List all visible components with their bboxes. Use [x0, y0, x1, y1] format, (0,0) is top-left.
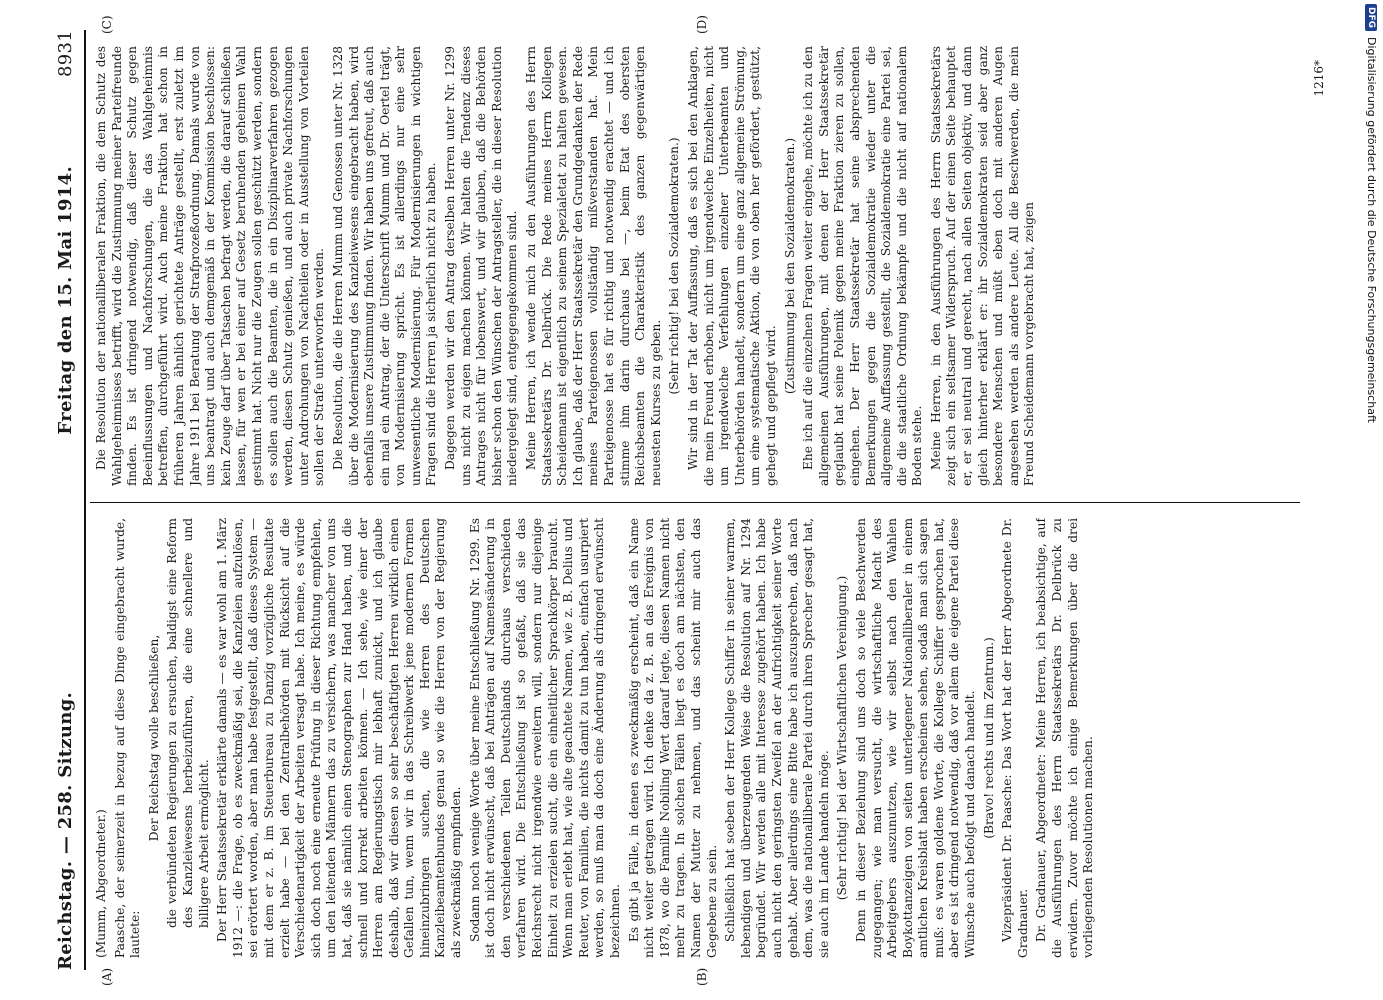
dfg-logo-icon: DFG [1366, 4, 1378, 31]
interjection: (Sehr richtig! bei den Sozialdemokraten.) [667, 137, 682, 395]
header-page-number: 8931 [54, 29, 76, 77]
paragraph: Schließlich hat soeben der Herr Kollege Schiffer in seiner warmen, lebendigen und überzeugenden Weise die Resolution auf Nr. 1294 begründet. Wir werden alle mit Interesse zugehört haben. Ich habe auch nicht den geringsten Zweifel an der Aufrichtigkeit seiner Worte gehabt. Aber allerdings eine Bitte habe ich auszusprechen, daß nach dem, was die nationalliberale Partei durch ihren Sprecher gesagt hat, sie auch im Lande handeln möge. [723, 518, 831, 958]
paragraph: Ehe ich auf die einzelnen Fragen weiter eingehe, möchte ich zu den allgemeinen Ausführungen, mit denen der Herr Staatssekretär geglaubt hat seine Polemik gegen meine Fraktion zieren zu sollen, eingehen. Der Herr Staatssekretär hat seine absprechenden Bemerkungen gegen die Sozialdemokratie wieder unter die allgemeine Auffassung gestellt, die Sozialdemokratie eine Partei sei, die die staatliche Ordnung bekämpfe und die nicht auf nationalem Boden stehe. [801, 46, 925, 486]
credit-text: Digitalisierung gefördert durch die Deutsche Forschungsgemeinschaft [1365, 37, 1378, 423]
paragraph: Meine Herren, ich wende mich zu den Ausführungen des Herrn Staatssekretärs Dr. Delbrück. Die Rede meines Herrn Kollegen Scheidemann ist eigentlich zu seinem Spezialetat zu halten gewesen. Ich glaube, daß der Herr Staatssekretär den Grundgedanken der Rede meines Parteigenossen vollständig mißverstanden hat. Mein Parteigenosse hat es für richtig und notwendig erachtet — und ich stimme ihm darin durchaus bei —, beim Etat des obersten Reichsbeamten die Charakteristik des ganzen gegenwärtigen neuesten Kurses zu geben. [524, 46, 663, 486]
interjection: (Bravo! rechts und im Zentrum.) [981, 637, 996, 839]
interjection: (Sehr richtig! bei der Wirtschaftlichen Vereinigung.) [835, 575, 850, 901]
margin-marker-c: (C) [100, 15, 114, 34]
page-header [48, 30, 82, 970]
column-divider [90, 502, 1300, 503]
paragraph: Der Herr Staatssekretär erklärte damals — es war wohl am 1. März 1912 —: die Frage, ob es zweckmäßig sei, die Kanzleien aufzulösen, sei erörtert worden, aber man habe festgestellt, daß dieses System — mit dem er z. B. im Steuerbureau zu Danzig vorzügliche Resultate erzielt habe — bei den Zentralbehörden mit Rücksicht auf die Verschiedenartigkeit der Arbeiten versagt habe. Ich meine, es würde sich doch noch eine erneute Prüfung in dieser Richtung empfehlen, um den leitenden Männern das zu versichern, was mancher von uns hat, daß sie nämlich einen Stenographen zur Hand haben, und die schnell und korrekt arbeiten können. — Ich sehe, wie einer der Herren am Regierungstisch mir lebhaft zunickt, und ich glaube deshalb, daß wir diesen so sehr beschäftigten Herren wirklich einen Gefallen tun, wenn wir in das Schreibwerk jene modernen Formen hineinzubringen suchen, die wie Herren des Deutschen Kanzleibeamtenbundes genau so wie die Herren von der Regierung als zweckmäßig empfinden. [215, 518, 464, 958]
paragraph: Dr. Gradnauer, Abgeordneter: Meine Herren, ich beabsichtige, auf die Ausführungen des Herrn Staatssekretärs Dr. Delbrück zu erwidern. Zuvor möchte ich einige Bemerkungen über die drei vorliegenden Resolutionen machen. [1034, 518, 1096, 958]
paragraph: Sodann noch wenige Worte über meine Entschließung Nr. 1299. Es ist doch nicht erwünscht, daß bei Anträgen auf Namensänderung in den verschiedenen Teilen Deutschlands durchaus verschieden verfahren wird. Die Entschließung ist so gefaßt, daß sie das Reichsrecht nicht irgendwie erweitern will, sondern nur diejenige Einheit zu erzielen sucht, die ein einheitlicher Sprachkörper braucht. Wenn man erlebt hat, wie alte geachtete Namen, wie z. B. Delius und Reuter, von Familien, die nichts damit zu tun haben, einfach usurpiert werden, so muß man da doch eine Änderung als dringend erwünscht bezeichnen. [467, 518, 622, 958]
paragraph: Dagegen werden wir den Antrag derselben Herren unter Nr. 1299 uns nicht zu eigen machen können. Wir halten die Tendenz dieses Antrages nicht für lobenswert, und wir glauben, daß die Behörden bisher schon den Wünschen der Antragsteller, die in dieser Resolution niedergelegt sind, entgegengekommen sind. [443, 46, 520, 486]
header-publication-session: Reichstag. — 258. Sitzung. [54, 691, 76, 970]
header-rule [84, 30, 86, 970]
paragraph: Denn in dieser Beziehung sind uns doch so viele Beschwerden zugegangen; wie man versucht, die wirtschaftliche Macht des Arbeitgebers auszunutzen, wie wir selbst nach den Wahlen Boykottanzeigen von seiten unterlegener Nationalliberaler in einem amtlichen Kreisblatt haben erscheinen sehen, sodaß man sich sagen muß: es waren goldene Worte, die Kollege Schiffer gesprochen hat, aber es ist dringend notwendig, daß vor allem die eigene Partei diese Wünsche auch befolgt und danach handelt. [853, 518, 978, 958]
paragraph: Wir sind in der Tat der Auffassung, daß es sich bei den Anklagen, die mein Freund erhoben, nicht um irgendwelche Einzelheiten, nicht um irgendwelche Verfehlungen einzelner Unterbeamten und Unterbehörden handelt, sondern um eine ganz allgemeine Strömung, um eine systematische Aktion, die von oben her gefördert, gestützt, gehegt und gepflegt wird. [685, 46, 778, 486]
header-date: Freitag den 15. Mai 1914. [54, 165, 76, 435]
speaker-note: (Mumm, Abgeordneter.) [94, 809, 108, 958]
paragraph: Meine Herren, in den Ausführungen des Herrn Staatssekretärs zeigt sich ein seltsamer Widerspruch. Auf der einen Seite behauptet er, er sei neutral und gerecht, nach allen Seiten objektiv, und dann gleich hinterher erklärt er: ihr Sozialdemokraten seid aber ganz besondere Menschen und müßt eben doch mit anderen Augen angesehen werden als andere Leute. All die Beschwerden, die mein Freund Scheidemann vorgebracht hat, zeigen [928, 46, 1037, 486]
resolution-heading: Der Reichstag wolle beschließen, [146, 634, 161, 842]
resolution-quote: die verbündeten Regierungen zu ersuchen, baldigst eine Reform des Kanzleiwesens herbeizuführen, die eine schnellere und billigere Arbeit ermöglicht. [165, 518, 211, 928]
interjection: (Zustimmung bei den Sozialdemokraten.) [782, 137, 797, 395]
paragraph: Die Resolution, die die Herren Mumm und Genossen unter Nr. 1328 über die Modernisierung des Kanzleiwesens eingebracht haben, wird ebenfalls unsere Zustimmung finden. Wir haben uns gefreut, daß auch ein mal ein Antrag, der die Unterschrift Mumm und Dr. Oertel trägt, von Modernisierung spricht. Es ist allerdings nur eine sehr unwesentliche Modernisierung. Für Modernisierungen in wichtigen Fragen sind die Herren ja sicherlich nicht zu haben. [330, 46, 439, 486]
right-text-column [94, 46, 1300, 486]
left-text-column [94, 518, 1300, 958]
margin-marker-b: (B) [695, 967, 709, 986]
newspaper-page [40, 0, 1340, 1000]
margin-marker-a: (A) [100, 967, 114, 986]
digitization-credit [1360, 4, 1382, 1000]
paragraph: Paasche, der seinerzeit in bezug auf diese Dinge eingebracht wurde, lautete: [112, 518, 143, 958]
paragraph: Die Resolution der nationalliberalen Fraktion, die dem Schutz des Wahlgeheimnisses betrifft, wird die Zustimmung meiner Parteifreunde finden. Es ist dringend notwendig, daß dieser Schutz gegen Beeinflussungen und Nachforschungen, die das Wahlgeheimnis betreffen, durchgeführt wird. Auch meine Fraktion hat schon in früheren Jahren ähnlich gerichtete Anträge gestellt, erst zuletzt im Jahre 1911 bei Beratung der Strafprozeßordnung. Damals wurde von uns beantragt und auch demgemäß in der Kommission beschlossen: kein Zeuge darf über Tatsachen befragt werden, die darauf schließen lassen, für wen er bei einer auf Gesetz beruhenden geheimen Wahl gestimmt hat. Nicht nur die Zeugen sollen geschützt werden, sondern es sollen auch die Beamten, die in ein Disziplinarverfahren gezogen werden, diesen Schutz genießen, und auch private Nachforschungen unter Androhungen von Nachteilen oder in Ausstellung von Vorteilen sollen der Strafe unterworfen werden. [94, 46, 327, 486]
margin-marker-d: (D) [695, 15, 709, 34]
paragraph: Es gibt ja Fälle, in denen es zweckmäßig erscheint, daß ein Name nicht weiter getragen wird. Ich denke da z. B. an das Ereignis von 1878, wo die Familie Nobiling Wert darauf legte, diesen Namen nicht mehr zu tragen. In solchen Fällen liegt es doch am nächsten, den Namen der Mutter zu nehmen, und das scheint mir auch das Gegebene zu sein. [626, 518, 719, 958]
speaker-announcement: Vizepräsident Dr. Paasche: Das Wort hat der Herr Abgeordnete Dr. Gradnauer. [1000, 518, 1030, 958]
sheet-number: 1216* [1312, 60, 1326, 97]
